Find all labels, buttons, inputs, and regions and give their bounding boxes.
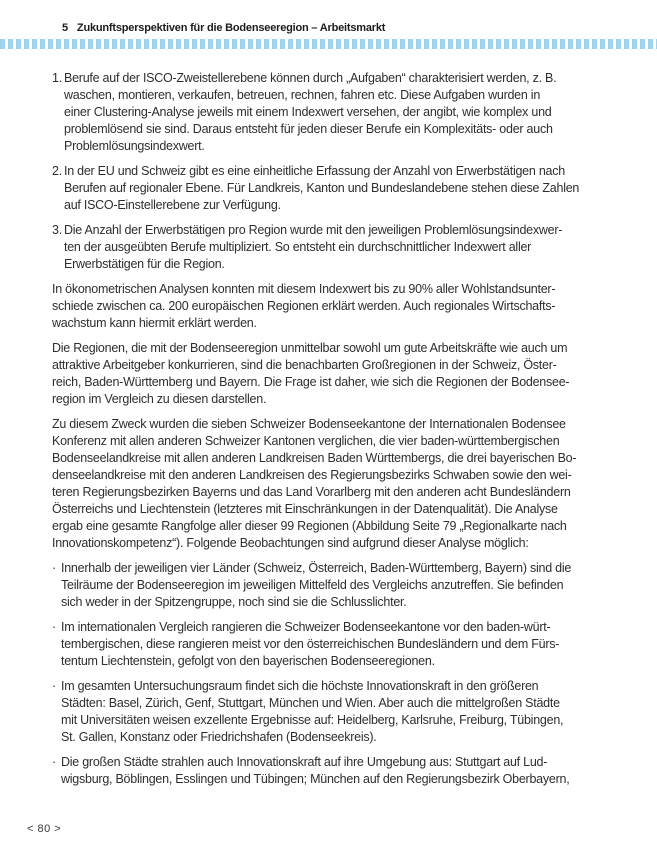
text-lines: Die großen Städte strahlen auch Innovationskraft auf ihre Umgebung aus: Stuttgart auf Lud- wigsburg, Böblingen, Esslingen und Tübingen; München auf den Regierungsbezirk Oberbayern, <box>61 755 570 786</box>
item-number: 1. <box>52 71 62 85</box>
page-header <box>62 22 385 34</box>
bullet-dot-icon: · <box>52 620 56 634</box>
numbered-item <box>52 163 618 214</box>
text-lines: Im gesamten Untersuchungsraum findet sich die höchste Innovationskraft in den größeren Städten: Basel, Zürich, Genf, Stuttgart, München und Wien. Aber auch die mittelgroßen Städte mit Universitäten weisen exzellente Ergebnisse auf: Heidelberg, Karlsruhe, Freiburg, Tübingen, St. Gallen, Konstanz oder Friedrichshafen (Bodenseekreis). <box>61 679 564 744</box>
bullet-dot-icon: · <box>52 561 56 575</box>
chapter-title: Zukunftsperspektiven für die Bodenseeregion – Arbeitsmarkt <box>76 22 386 34</box>
bullet-item <box>52 678 618 746</box>
bullet-item <box>52 619 618 670</box>
paragraph <box>52 340 618 408</box>
bullet-dot-icon: · <box>52 679 56 693</box>
bullet-item <box>52 754 618 788</box>
page-number: < 80 > <box>27 823 62 835</box>
paragraph <box>52 416 618 552</box>
numbered-item <box>52 222 618 273</box>
text-lines: In der EU und Schweiz gibt es eine einheitliche Erfassung der Anzahl von Erwerbstätigen nach Berufen auf regionaler Ebene. Für Landkreis, Kanton und Bundeslandebene stehen diese Zahlen auf ISCO-Einstellerebene zur Verfügung. <box>64 164 580 212</box>
text-lines: Zu diesem Zweck wurden die sieben Schweizer Bodenseekantone der Internationalen Bodensee Konferenz mit allen anderen Schweizer Kantonen verglichen, die vier baden-württembergischen Bodenseelandkreise mit allen anderen Landkreisen Baden Württembergs, die drei bayerischen Bo- denseelandkreise mit den anderen Landkreisen des Regierungsbezirks Schwaben sowie den wei- teren Regierungsbezirken Bayerns und das Land Vorarlberg mit den anderen acht Bundesländern Österreichs und Liechtenstein (letzteres mit Einschränkungen in der Datenqualität). Die Analyse ergab eine gesamte Rangfolge aller dieser 99 Regionen (Abbildung Seite 79 „Regionalkarte nach Innovationskompetenz“). Folgende Beobachtungen sind aufgrund dieser Analyse möglich: <box>52 417 577 550</box>
paragraph <box>52 281 618 332</box>
bullet-dot-icon: · <box>52 755 56 769</box>
text-lines: Berufe auf der ISCO-Zweistellerebene können durch „Aufgaben“ charakterisiert werden, z. B. waschen, montieren, verkaufen, betreuen, rechnen, fahren etc. Diese Aufgaben wurden in einer Clustering-Analyse jeweils mit einem Indexwert versehen, der angibt, wie komplex und problemlösend sie sind. Daraus entsteht für jeden dieser Berufe ein Komplexitäts- oder auch Problemlösungsindexwert. <box>64 71 557 153</box>
bullet-item <box>52 560 618 611</box>
text-lines: Die Regionen, die mit der Bodenseeregion unmittelbar sowohl um gute Arbeitskräfte wie auch um attraktive Arbeitgeber konkurrieren, sind die benachbarten Großregionen in der Schweiz, Öster- reich, Baden-Württemberg und Bayern. Die Frage ist daher, wie sich die Regionen der Bodensee- region im Vergleich zu diesen darstellen. <box>52 341 570 406</box>
item-number: 3. <box>52 223 62 237</box>
decorative-dashed-stripe <box>0 39 657 49</box>
text-lines: Die Anzahl der Erwerbstätigen pro Region wurde mit den jeweiligen Problemlösungsindexwer- ten der ausgeübten Berufe multipliziert. So entsteht ein durchschnittlicher Indexwert aller Erwerbstätigen für die Region. <box>64 223 563 271</box>
numbered-item <box>52 70 618 155</box>
text-lines: Im internationalen Vergleich rangieren die Schweizer Bodenseekantone vor den baden-würt- tembergischen, diese rangieren meist vor den österreichischen Bundesländern und dem Fürs- tentum Liechtenstein, gefolgt von den bayerischen Bodenseeregionen. <box>61 620 560 668</box>
item-number: 2. <box>52 164 62 178</box>
chapter-number: 5 <box>62 22 68 34</box>
content-blocks <box>52 70 618 796</box>
text-lines: Innerhalb der jeweiligen vier Länder (Schweiz, Österreich, Baden-Württemberg, Bayern) sind die Teilräume der Bodenseeregion im jeweiligen Mittelfeld des Vergleichs anzutreffen. Sie befinden sich weder in der Spitzengruppe, noch sind sie die Schlusslichter. <box>61 561 572 609</box>
text-lines: In ökonometrischen Analysen konnten mit diesem Indexwert bis zu 90% aller Wohlstandsunter- schiede zwischen ca. 200 europäischen Regionen erklärt werden. Auch regionales Wirtschafts- wachstum kann hiermit erklärt werden. <box>52 282 556 330</box>
